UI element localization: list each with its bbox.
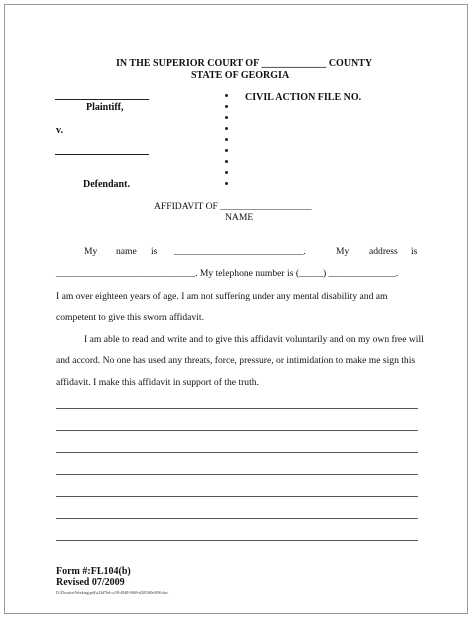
versus-label: v. bbox=[56, 125, 63, 136]
caption-divider-dot bbox=[225, 138, 228, 141]
writing-line bbox=[56, 474, 418, 475]
civil-action-label: CIVIL ACTION FILE NO. bbox=[245, 92, 362, 103]
p3-line1: I am able to read and write and to give this affidavit voluntarily and on my own free will bbox=[84, 334, 424, 345]
caption-divider-dot bbox=[225, 149, 228, 152]
p1-word-my2: My bbox=[336, 246, 350, 257]
p1-word-is: is bbox=[151, 246, 158, 257]
writing-line bbox=[56, 496, 418, 497]
page-border bbox=[4, 4, 468, 614]
caption-divider-dot bbox=[225, 182, 228, 185]
plaintiff-label: Plaintiff, bbox=[86, 102, 124, 113]
p1-word-my: My bbox=[84, 246, 98, 257]
writing-line bbox=[56, 452, 418, 453]
address-phone-line: _____________________________. My telephone number is (_____) ______________. bbox=[56, 268, 399, 279]
court-heading: IN THE SUPERIOR COURT OF _____________ COUNTY bbox=[116, 58, 373, 69]
affidavit-name-label: NAME bbox=[225, 212, 254, 223]
file-path: D:\Docstor\Working\pdf\a23d76d-cc58-4948-9469-d2053f0e3f96.doc bbox=[56, 590, 169, 595]
writing-line bbox=[56, 518, 418, 519]
caption-divider-dot bbox=[225, 127, 228, 130]
p2-line2: competent to give this sworn affidavit. bbox=[56, 312, 204, 323]
p1-word-address: address bbox=[369, 246, 398, 257]
revised-date: Revised 07/2009 bbox=[56, 577, 125, 588]
writing-line bbox=[56, 408, 418, 409]
writing-line bbox=[56, 430, 418, 431]
p2-line1: I am over eighteen years of age. I am not suffering under any mental disability and am bbox=[56, 291, 388, 302]
caption-divider-dot bbox=[225, 116, 228, 119]
p1-word-is2: is bbox=[411, 246, 418, 257]
caption-divider-dot bbox=[225, 171, 228, 174]
p3-line2: and accord. No one has used any threats, force, pressure, or intimidation to make me sign this bbox=[56, 355, 416, 366]
state-heading: STATE OF GEORGIA bbox=[191, 70, 290, 81]
writing-line bbox=[56, 540, 418, 541]
affidavit-title: AFFIDAVIT OF ___________________ bbox=[154, 201, 312, 212]
caption-divider-dot bbox=[225, 160, 228, 163]
caption-divider-dot bbox=[225, 94, 228, 97]
p3-line3: affidavit. I make this affidavit in support of the truth. bbox=[56, 377, 259, 388]
name-blank: ___________________________. bbox=[174, 246, 306, 257]
p1-word-name: name bbox=[116, 246, 137, 257]
defendant-label: Defendant. bbox=[83, 179, 130, 190]
form-number: Form #:FL104(b) bbox=[56, 566, 131, 577]
plaintiff-name-line bbox=[55, 99, 149, 100]
caption-divider-dot bbox=[225, 105, 228, 108]
defendant-name-line bbox=[55, 154, 149, 155]
